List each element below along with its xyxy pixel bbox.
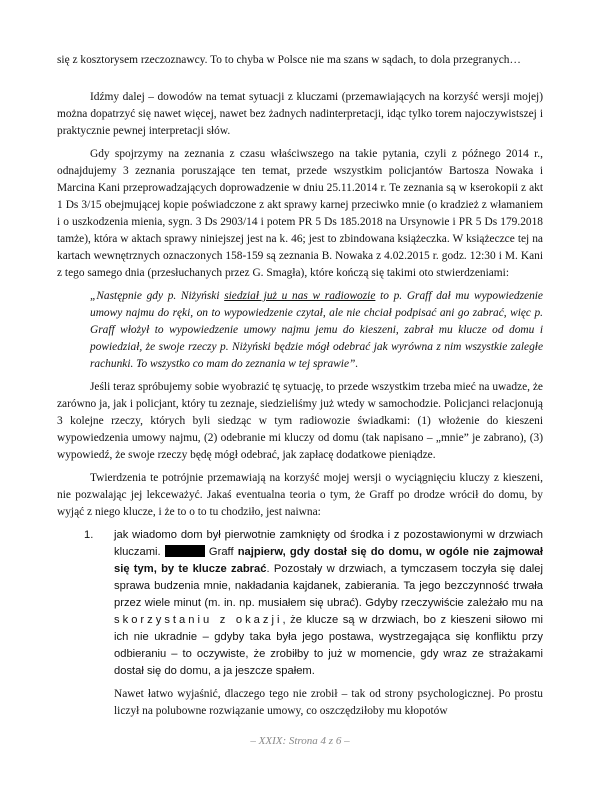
list-text-part: . Pozostały w drzwiach, a tymczasem toczyła się dalej sprawa budzenia mnie, nakładania kajdanek, zabierania. Ta jego bezczynność trwała przez wiele minut (m. in. np. musiałem się ubrać). Gdyby rzeczywiście zależało mu na (114, 563, 544, 609)
paragraph-keys-evidence: Idźmy dalej – dowodów na temat sytuacji z kluczami (przemawiających na korzyść wersji mojej) można dopatrzyć się nawet więcej, nawet bez żadnych nadinterpretacji, idąc tylko torem najoczywistszej i praktycznie pewnej interpretacji słów. (57, 91, 543, 137)
paragraph-claims: Twierdzenia te potrójnie przemawiają na korzyść mojej wersji o wyciągnięciu kluczy z kieszeni, nie pozwalając jej lekceważyć. Jakaś eventualna teoria o tym, że Graff po drodze wrócił do domu, by wyjąć z niego klucze, i że to o to tu chodziło, jest naiwna: (57, 472, 543, 518)
list-bold-text: najpierw, gdy dostał się do domu, w ogóle nie zajmował się tym, by te klucze zabrać (114, 546, 543, 575)
list-text-part: , że klucze są w drzwiach, bo z kieszeni siłowo mi ich nie ukradnie – gdyby taka była jego postawa, wystrzegająca się konfliktu przy odbieraniu – to oczywiste, że zrobiłby to już w momencie, gdy wraz ze strażakami dostał się do domu, a ja jeszcze spałem. (114, 614, 543, 677)
list-text-part: jak wiadomo dom był pierwotnie zamknięty od środka i z pozostawionymi w drzwiach kluczami. (114, 529, 543, 558)
list-spaced-text: skorzystaniu z okazji (114, 614, 283, 626)
list-text-part: Graff (204, 546, 238, 558)
paragraph-testimonies: Gdy spojrzymy na zeznania z czasu właściwszego na takie pytania, czyli z późnego 2014 r., odnajdujemy 3 zeznania poruszające ten temat, przede wszystkim policjantów Bartosza Nowaka i Marcina Kani przeprowadzających doprowadzenie w dniu 25.11.2014 r. Te zeznania są w kserokopii z akt 1 Ds 3/15 obejmującej kopie poświadczone z akt sprawy karnej przeciwko mnie (o kradzież z włamaniem i o uszkodzenia mienia, sygn. 3 Ds 2903/14 i potem PR 5 Ds 185.2018 na Ursynowie i PR 5 Ds 179.2018 tamże), która w aktach sprawy niniejszej jest na k. 46; jest to zbindowana książeczka. W książeczce tej na kartach wewnętrznych oznaczonych 158-159 są zeznania B. Nowaka z 4.02.2015 r. godz. 12:30 i M. Kani z tego samego dnia (przesłuchanych przez G. Smagła), które kończą się takimi oto stwierdzeniami: (57, 148, 543, 279)
argument-list (57, 527, 543, 680)
paragraph-continuation: się z kosztorysem rzeczoznawcy. To to chyba w Polsce nie ma szans w sądach, to dola przegranych… (57, 54, 521, 66)
list-item-text (114, 527, 543, 680)
list-item (57, 527, 543, 680)
list-item-number: 1. (84, 529, 94, 541)
redaction-box (165, 545, 205, 557)
quote-text-start: „Następnie gdy p. Niżyński (90, 290, 225, 302)
paragraph-explanation: Nawet łatwo wyjaśnić, dlaczego tego nie zrobił – tak od strony psychologicznej. Po prostu liczył na polubowne rozwiązanie umowy, co oszczędziłoby mu kłopotów (114, 688, 543, 717)
quote-underlined-text: siedział już u nas w radiowozie (224, 290, 376, 302)
page-footer: – XXIX: Strona 4 z 6 – (250, 735, 350, 747)
quote-text-end: to p. Graff dał mu wypowiedzenie umowy najmu do ręki, on to wypowiedzenie czytał, ale nie chciał podpisać ani go zabrać, więc p. Graff włożył to wypowiedzenie umowy najmu jemu do kieszeni, zabrał mu klucze od domu i powiedział, że swoje rzeczy p. Niżyński będzie mógł odebrać jak wyrówna z nim wszystkie zaległe rachunki. To wszystko co mam do zeznania w tej sprawie”. (90, 290, 543, 370)
document-body (57, 52, 543, 726)
paragraph-imagine-situation: Jeśli teraz spróbujemy sobie wyobrazić tę sytuację, to przede wszystkim trzeba mieć na uwadze, że zarówno ja, jak i policjant, który tu zeznaje, siedzieliśmy już wtedy w samochodzie. Policjanci relacjonują 3 kolejne rzeczy, których byli siedząc w tym radiowozie świadkami: (1) włożenie do kieszeni wypowiedzenia umowy najmu, (2) odebranie mi kluczy od domu (tak napisano – „mnie” je zabrano), (3) wypowiedź, że swoje rzeczy będę mógł odebrać, jak zapłacę dodatkowe pieniądze. (57, 381, 543, 461)
testimony-quote (57, 288, 543, 373)
